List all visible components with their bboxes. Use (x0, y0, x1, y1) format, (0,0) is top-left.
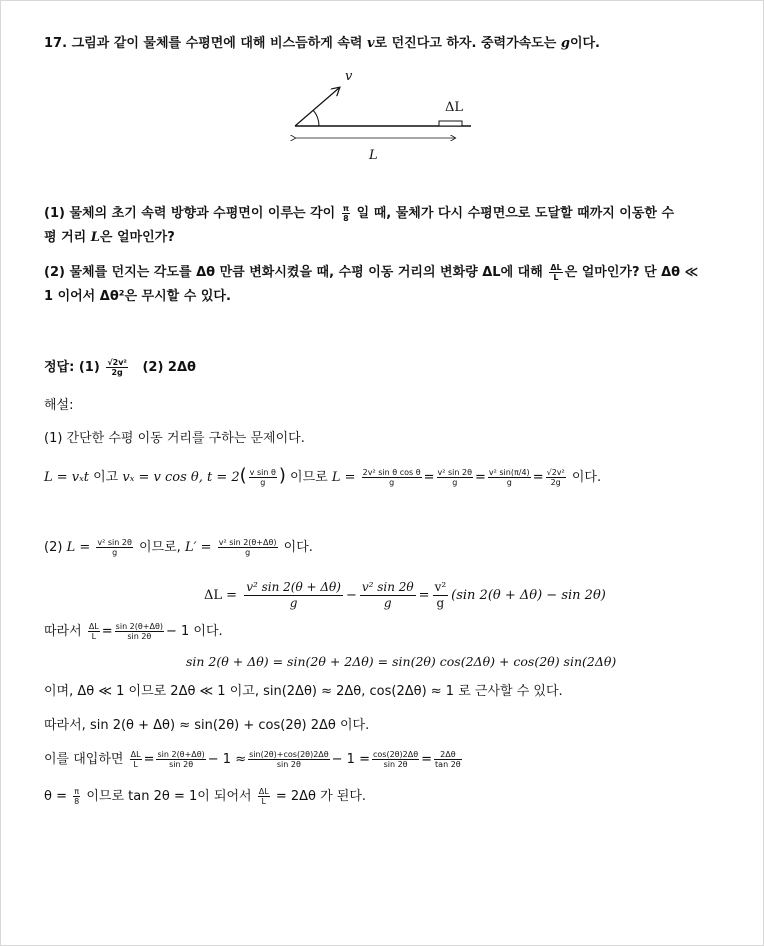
fraction (96, 538, 132, 557)
numerator: ΔL (550, 263, 562, 272)
eq-text: θ = (44, 789, 67, 804)
eq-text: L = (331, 470, 356, 485)
label-l: L (369, 148, 378, 163)
fraction (106, 358, 128, 377)
q1-text: 일 때, 물체가 다시 수평면으로 도달할 때까지 이동한 수 (356, 206, 675, 221)
answer-2: (2) 2Δθ (142, 360, 196, 375)
var-v: v (366, 36, 375, 51)
fraction (73, 787, 80, 806)
numerator: v² sin 2(θ + Δθ) (246, 580, 341, 594)
fraction (433, 580, 449, 611)
q1-text: 물체의 초기 속력 방향과 수평면이 이루는 각이 (69, 206, 336, 221)
eq-text: (sin 2(θ + Δθ) − sin 2θ) (451, 588, 606, 603)
answer-label: 정답: (1) (44, 360, 100, 375)
explanation-p1-intro: (1) 간단한 수평 이동 거리를 구하는 문제이다. (44, 431, 305, 446)
answer-line (44, 358, 196, 377)
denominator: g (289, 596, 298, 610)
projectile-diagram (285, 62, 485, 172)
denominator: 8 (343, 214, 349, 223)
denominator: g (506, 478, 512, 487)
eq-text: = 2Δθ 가 된다. (275, 789, 367, 804)
fraction (437, 468, 473, 487)
numerator: v sin θ (249, 468, 276, 477)
eq-text: 이므로 tan 2θ = 1이 되어서 (86, 789, 252, 804)
label-delta-l: ΔL (445, 100, 464, 115)
var-g: g (560, 36, 570, 51)
eq-text: L′ = (184, 540, 212, 555)
eq-text: vₓ = v cos θ, t = 2 (122, 470, 240, 485)
numerator: cos(2θ)2Δθ (372, 750, 419, 759)
denominator: L (261, 797, 266, 806)
fraction (88, 622, 100, 641)
fraction (244, 580, 343, 611)
denominator: tan 2θ (435, 760, 461, 769)
fraction (549, 263, 562, 282)
question-1-line-1 (44, 204, 674, 223)
var-l: L (90, 230, 100, 245)
numerator: v² sin 2θ (437, 468, 472, 477)
eq-text: 이를 대입하면 (44, 752, 124, 767)
denominator: g (436, 596, 445, 610)
explanation-title: 해설: (44, 398, 74, 413)
denominator: g (383, 596, 392, 610)
final-result (44, 787, 366, 806)
denominator: sin 2θ (169, 760, 194, 769)
diagram-svg (285, 62, 485, 172)
denominator: sin 2θ (127, 632, 152, 641)
eq-text: 이므로, (139, 540, 181, 555)
q1-text: 은 얼마인가? (99, 230, 175, 245)
eq-text: − 1 = (331, 752, 370, 767)
numerator: v² sin 2θ (361, 580, 414, 594)
statement-text: 이다. (569, 36, 600, 51)
fraction (434, 750, 462, 769)
denominator: 8 (74, 797, 80, 806)
fraction (360, 580, 416, 611)
eq-text: L = (66, 540, 91, 555)
denominator: L (553, 273, 559, 282)
denominator: 2g (550, 478, 561, 487)
q2-text: 물체를 던지는 각도를 Δθ 만큼 변화시켰을 때, 수평 이동 거리의 변화량 ΔL에 대해 (69, 265, 543, 280)
eq-text: (2) (44, 540, 63, 555)
question-1-line-2 (44, 229, 175, 247)
numerator: 2v² sin θ cos θ (362, 468, 421, 477)
eq-text: 이다. (571, 470, 602, 485)
numerator: sin(2θ)+cos(2θ)2Δθ (249, 750, 329, 759)
explanation-p1-equation: L = vₓt 이고 vₓ = v cos θ, t = 2( $\frac{\text{v sin θ}}{g}$ ) 이므로 L = $\frac{\text{2v² sin θ cos θ}}{g}$ = $\frac{\text{v² sin 2θ}}{g}$ = $\frac{\text{v² sin(π/4)}}{g}$ = $\frac{\text{√2v²}}{2g}$ 이다. (44, 465, 602, 487)
numerator: v² (434, 580, 447, 594)
numerator: 2Δθ (434, 750, 462, 760)
numerator: ΔL (130, 750, 141, 759)
angle-arc (313, 110, 319, 126)
fraction (249, 468, 277, 487)
denominator: sin 2θ (276, 760, 301, 769)
numerator: v² sin 2(θ+Δθ) (218, 538, 277, 547)
eq-text: 이다. (283, 540, 313, 555)
denominator: sin 2θ (383, 760, 408, 769)
numerator: sin 2(θ+Δθ) (115, 622, 163, 631)
q2-text: 1 이어서 Δθ²은 무시할 수 있다. (44, 289, 231, 304)
eq-text: 따라서 (44, 624, 82, 639)
fraction (342, 204, 350, 223)
velocity-arrow (295, 88, 339, 126)
denominator: g (389, 478, 395, 487)
delta-l-equation: ΔL = $\frac{\text{v² sin 2(θ + Δθ)}}{g}$ − $\frac{\text{v² sin 2θ}}{g}$ = $\frac{\text{v²}}{g}$ (sin 2(θ + Δθ) − sin 2θ) (204, 580, 606, 610)
q2-label: (2) (44, 265, 65, 280)
fraction (248, 750, 330, 769)
numerator: sin 2(θ+Δθ) (157, 750, 205, 759)
fraction (130, 750, 142, 769)
numerator: π (342, 204, 350, 213)
numerator: ΔL (258, 787, 269, 796)
fraction (546, 468, 566, 487)
approximation-text: 이며, Δθ ≪ 1 이므로 2Δθ ≪ 1 이고, sin(2Δθ) ≈ 2Δθ, cos(2Δθ) ≈ 1 로 근사할 수 있다. (44, 684, 563, 699)
eq-text: 이고 (93, 470, 119, 485)
denominator: L (91, 632, 97, 641)
fraction (258, 787, 270, 806)
numerator: v² sin 2θ (97, 538, 132, 547)
statement-text: 그림과 같이 물체를 수평면에 대해 비스듬하게 속력 (71, 36, 363, 51)
label-v: v (345, 69, 353, 84)
problem-statement (44, 35, 600, 53)
numerator: π (74, 787, 80, 796)
eq-text: − 1 ≈ (207, 752, 247, 767)
fraction (115, 622, 164, 641)
fraction (362, 468, 422, 487)
denominator: g (260, 478, 266, 487)
denominator: g (112, 548, 118, 557)
explanation-p2-equation (44, 538, 313, 557)
statement-text: 로 던진다고 하자. 중력가속도는 (374, 36, 557, 51)
numerator: v² sin(π/4) (488, 468, 530, 477)
denominator: g (452, 478, 458, 487)
eq-text: L = vₓt (44, 470, 89, 485)
eq-text: 이므로 (290, 470, 328, 485)
fraction (156, 750, 205, 769)
numerator: √2v² (546, 468, 565, 477)
denominator: L (133, 760, 138, 769)
fraction (372, 750, 419, 769)
eq-text: ΔL = (204, 588, 238, 603)
denominator: g (245, 548, 251, 557)
fraction (488, 468, 531, 487)
numerator: ΔL (88, 622, 99, 631)
eq-text: − 1 이다. (165, 624, 223, 639)
q1-label: (1) (44, 206, 65, 221)
trig-identity: sin 2(θ + Δθ) = sin(2θ + 2Δθ) = sin(2θ) cos(2Δθ) + cos(2θ) sin(2Δθ) (186, 654, 617, 669)
q2-text: 은 얼마인가? 단 Δθ ≪ (564, 265, 699, 280)
denominator: 2g (111, 368, 123, 377)
q1-text: 평 거리 (44, 230, 87, 245)
question-2-line-1 (44, 263, 698, 282)
problem-number: 17. (44, 36, 68, 51)
substitution-equation: 이를 대입하면 $\frac{\Delta L}{L}$ = $\frac{\sin 2(\theta+\Delta\theta)}{\sin 2\theta}$ − 1 ≈ $\frac{\sin(2\theta)+\cos(2\theta)2\Delta\theta}{\sin 2\theta}$ − 1 = $\frac{\cos(2\theta)2\Delta\theta}{\sin 2\theta}$ = $\frac{2\Delta\theta}{\tan 2\theta}$ (44, 750, 461, 769)
fraction (218, 538, 278, 557)
ratio-equation: 따라서 $\frac{\Delta L}{L}$ = $\frac{\sin 2(\theta+\Delta\theta)}{\sin 2\theta}$ − 1 이다. (44, 622, 223, 641)
delta-l-box (439, 121, 462, 126)
question-2-line-2 (44, 288, 231, 306)
approximation-result: 따라서, sin 2(θ + Δθ) ≈ sin(2θ) + cos(2θ) 2Δθ 이다. (44, 718, 370, 733)
numerator: √2v² (107, 358, 127, 367)
